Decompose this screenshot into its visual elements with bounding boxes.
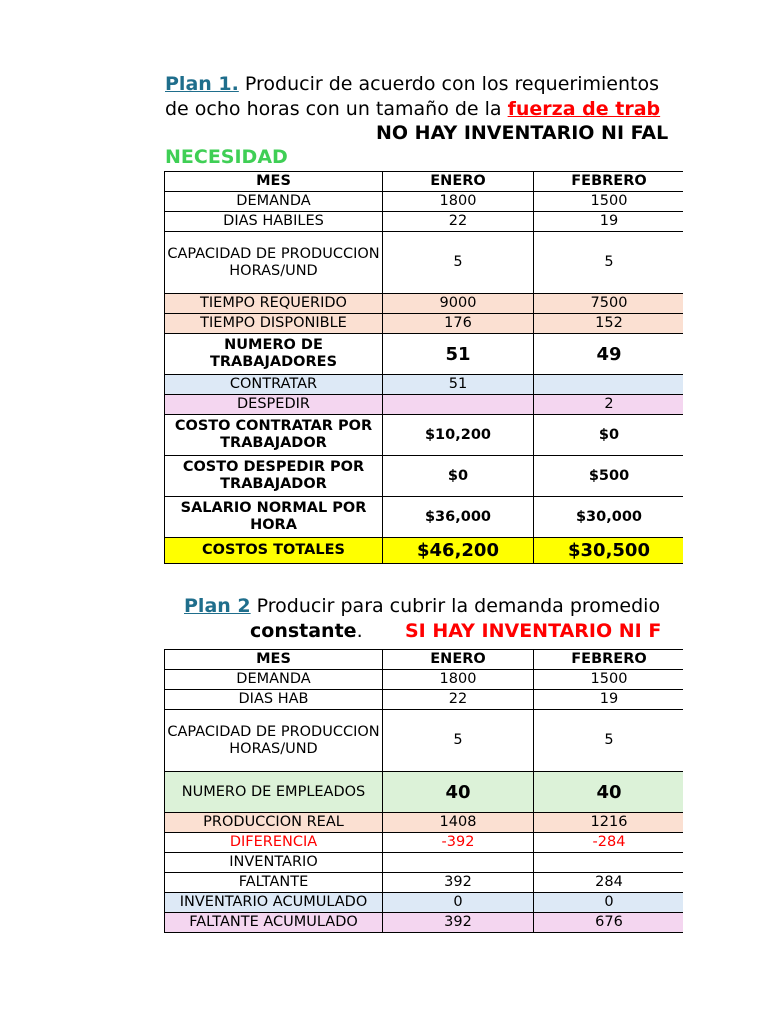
cell-enero: 176 (383, 314, 534, 334)
row-label: DIFERENCIA (165, 833, 383, 853)
cell-enero: $46,200 (383, 538, 534, 564)
cell-febrero: 284 (534, 873, 685, 893)
row-label: DEMANDA (165, 192, 383, 212)
table-row (165, 690, 685, 710)
table-row (165, 232, 685, 294)
table-row (165, 772, 685, 813)
plan2-table (164, 649, 685, 933)
row-label: CAPACIDAD DE PRODUCCION HORAS/UND (165, 232, 383, 294)
table-row (165, 893, 685, 913)
table-row (165, 212, 685, 232)
cell-enero: 5 (383, 232, 534, 294)
row-label: INVENTARIO ACUMULADO (165, 893, 383, 913)
cell-enero (383, 395, 534, 415)
plan1-line2-text: de ocho horas con un tamaño de la (165, 98, 508, 120)
table-row (165, 670, 685, 690)
cell-febrero: 5 (534, 710, 685, 772)
cell-enero: $36,000 (383, 497, 534, 538)
cell-febrero: $500 (534, 456, 685, 497)
cell-enero: 1408 (383, 813, 534, 833)
cell-enero: 5 (383, 710, 534, 772)
table-row (165, 415, 685, 456)
header-enero: ENERO (383, 172, 534, 192)
table-row (165, 314, 685, 334)
row-label: FALTANTE (165, 873, 383, 893)
header-febrero: FEBRERO (534, 650, 685, 670)
table-row (165, 853, 685, 873)
cell-febrero: 152 (534, 314, 685, 334)
table-row (165, 375, 685, 395)
row-label: NUMERO DE TRABAJADORES (165, 334, 383, 375)
row-label: DIAS HABILES (165, 212, 383, 232)
cell-febrero: 5 (534, 232, 685, 294)
table-row (165, 456, 685, 497)
cell-febrero: 1500 (534, 192, 685, 212)
row-label: TIEMPO DISPONIBLE (165, 314, 383, 334)
row-label: COSTO DESPEDIR POR TRABAJADOR (165, 456, 383, 497)
row-label: NUMERO DE EMPLEADOS (165, 772, 383, 813)
page-clip-edge (683, 0, 768, 1024)
cell-febrero: 676 (534, 913, 685, 933)
plan2-line2 (250, 620, 363, 642)
row-label: TIEMPO REQUERIDO (165, 294, 383, 314)
cell-febrero: $30,000 (534, 497, 685, 538)
row-label: SALARIO NORMAL POR HORA (165, 497, 383, 538)
necesidad-label: NECESIDAD (165, 146, 288, 168)
cell-enero: 1800 (383, 192, 534, 212)
cell-enero: 22 (383, 212, 534, 232)
plan2-line2-period: . (356, 620, 363, 642)
plan2-line2-red: SI HAY INVENTARIO NI F (405, 620, 662, 642)
table-row (165, 538, 685, 564)
plan2-line2-bold: constante (250, 620, 357, 642)
table-row (165, 395, 685, 415)
cell-febrero: 1216 (534, 813, 685, 833)
cell-febrero: $30,500 (534, 538, 685, 564)
cell-febrero (534, 375, 685, 395)
cell-enero: 0 (383, 893, 534, 913)
row-label: CAPACIDAD DE PRODUCCION HORAS/UND (165, 710, 383, 772)
cell-febrero: 19 (534, 690, 685, 710)
table-row (165, 334, 685, 375)
cell-enero (383, 853, 534, 873)
table-row (165, 873, 685, 893)
row-label: COSTOS TOTALES (165, 538, 383, 564)
cell-enero: 22 (383, 690, 534, 710)
cell-enero: 40 (383, 772, 534, 813)
row-label: DEMANDA (165, 670, 383, 690)
row-label: PRODUCCION REAL (165, 813, 383, 833)
cell-enero: 51 (383, 334, 534, 375)
row-label: FALTANTE ACUMULADO (165, 913, 383, 933)
cell-febrero: 19 (534, 212, 685, 232)
cell-enero: $0 (383, 456, 534, 497)
table-row (165, 192, 685, 212)
row-label: INVENTARIO (165, 853, 383, 873)
plan1-line2 (165, 98, 660, 120)
cell-enero: 9000 (383, 294, 534, 314)
cell-febrero (534, 853, 685, 873)
plan1-line1-text: Producir de acuerdo con los requerimientos (238, 73, 659, 95)
table-row (165, 294, 685, 314)
plan2-link[interactable]: Plan 2 (184, 595, 251, 617)
cell-enero: -392 (383, 833, 534, 853)
table-row (165, 813, 685, 833)
header-mes: MES (165, 172, 383, 192)
table-row (165, 710, 685, 772)
cell-enero: $10,200 (383, 415, 534, 456)
cell-enero: 1800 (383, 670, 534, 690)
table-row (165, 833, 685, 853)
plan1-line3: NO HAY INVENTARIO NI FAL (376, 122, 669, 144)
plan2-line1-text: Producir para cubrir la demanda promedio (250, 595, 661, 617)
cell-febrero: 7500 (534, 294, 685, 314)
cell-enero: 392 (383, 913, 534, 933)
cell-febrero: 0 (534, 893, 685, 913)
header-enero: ENERO (383, 650, 534, 670)
row-label: CONTRATAR (165, 375, 383, 395)
row-label: COSTO CONTRATAR POR TRABAJADOR (165, 415, 383, 456)
table-row (165, 913, 685, 933)
row-label: DIAS HAB (165, 690, 383, 710)
plan1-line2-red: fuerza de trab (507, 98, 661, 120)
cell-febrero: $0 (534, 415, 685, 456)
plan1-line1 (165, 73, 659, 95)
cell-febrero: 49 (534, 334, 685, 375)
cell-febrero: -284 (534, 833, 685, 853)
plan1-link[interactable]: Plan 1. (165, 73, 239, 95)
cell-febrero: 40 (534, 772, 685, 813)
cell-febrero: 2 (534, 395, 685, 415)
header-mes: MES (165, 650, 383, 670)
plan2-line1 (184, 595, 660, 617)
cell-febrero: 1500 (534, 670, 685, 690)
plan1-table (164, 171, 685, 564)
cell-enero: 51 (383, 375, 534, 395)
table-row (165, 497, 685, 538)
header-febrero: FEBRERO (534, 172, 685, 192)
row-label: DESPEDIR (165, 395, 383, 415)
cell-enero: 392 (383, 873, 534, 893)
